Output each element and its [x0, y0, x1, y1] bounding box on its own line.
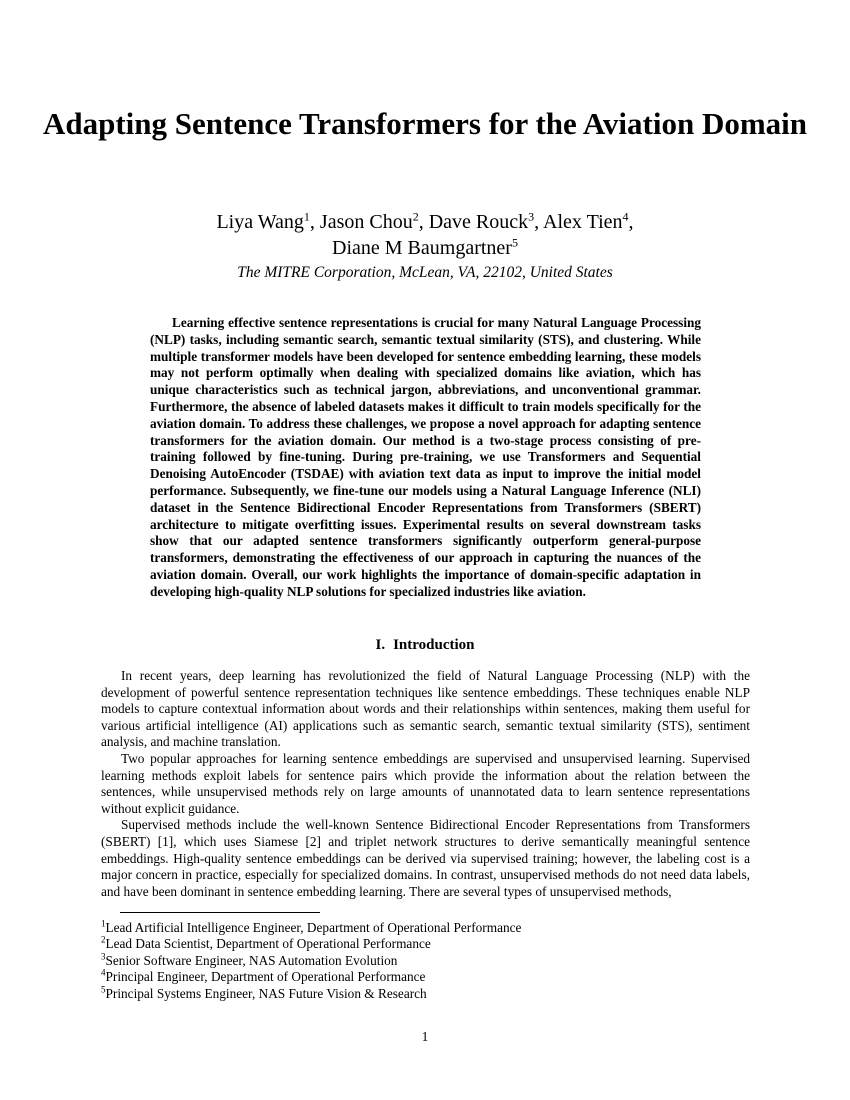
- footnotes: [101, 920, 750, 1002]
- author-separator: ,: [628, 211, 634, 233]
- footnote-text: Senior Software Engineer, NAS Automation Evolution: [105, 952, 398, 968]
- paper-title: Adapting Sentence Transformers for the Aviation Domain: [42, 106, 808, 141]
- author-line-2: [0, 235, 850, 261]
- paragraph: Supervised methods include the well-known Sentence Bidirectional Encoder Representations from Transformers (SBERT) [1], which uses Siamese [2] and triplet network structures to derive semantically meaningful sentence embeddings. High-quality sentence embeddings can be derived via supervised training; however, the labeling cost is a major concern in practice, especially for specialized domains. In contrast, unsupervised methods do not need data labels, and have been dominant in sentence embedding learning. There are several types of unsupervised methods,: [101, 817, 750, 899]
- author-list: [0, 209, 850, 261]
- footnote: [101, 936, 750, 952]
- footnote-mark: 2: [101, 934, 106, 945]
- author-name: Liya Wang: [216, 211, 304, 233]
- footnote-text: Principal Systems Engineer, NAS Future Vision & Research: [105, 985, 427, 1001]
- footnote: [101, 920, 750, 936]
- author-footnote-mark: 3: [528, 209, 535, 224]
- footnote-mark: 4: [101, 967, 106, 978]
- author-name: Dave Rouck: [428, 211, 529, 233]
- footnote-text: Lead Artificial Intelligence Engineer, Department of Operational Performance: [105, 920, 522, 935]
- section-title: Introduction: [393, 637, 475, 653]
- author-separator: ,: [534, 211, 544, 233]
- footnote-text: Principal Engineer, Department of Operational Performance: [105, 969, 426, 985]
- footnote-mark: 5: [101, 984, 106, 995]
- footnote-divider: [120, 912, 320, 913]
- footnote-mark: 1: [101, 918, 106, 929]
- author-footnote-mark: 4: [622, 209, 629, 224]
- footnote: [101, 969, 750, 985]
- author-separator: ,: [309, 211, 320, 233]
- author-footnote-mark: 1: [303, 209, 310, 224]
- author-name: Jason Chou: [319, 211, 413, 233]
- author-line-1: [0, 209, 850, 235]
- footnote: [101, 986, 750, 1002]
- footnote-text: Lead Data Scientist, Department of Operational Performance: [105, 936, 431, 952]
- author-separator: ,: [418, 211, 429, 233]
- page-number: 1: [421, 1029, 429, 1044]
- affiliation: The MITRE Corporation, McLean, VA, 22102, United States: [237, 264, 613, 281]
- paragraph: Two popular approaches for learning sentence embeddings are supervised and unsupervised learning. Supervised learning methods exploit labels for sentence pairs which provide the information about the relation between the sentences, while unsupervised methods rely on large amounts of unannotated data to learn sentence representations without explicit guidance.: [101, 750, 750, 816]
- author-footnote-mark: 5: [511, 235, 518, 250]
- paragraph: In recent years, deep learning has revolutionized the field of Natural Language Processing (NLP) with the development of powerful sentence representation techniques like sentence embeddings. These techniques enable NLP models to capture contextual information about words and their relationships within sentences, making them useful for various artificial intelligence (AI) applications such as semantic search, semantic textual similarity (STS), sentiment analysis, and machine translation.: [101, 668, 750, 750]
- abstract: Learning effective sentence representations is crucial for many Natural Language Processing (NLP) tasks, including semantic search, semantic textual similarity (STS), and clustering. While multiple transformer models have been developed for sentence embedding learning, these models may not perform optimally when dealing with specialized domains like aviation, which has unique characteristics such as technical jargon, abbreviations, and unconventional grammar. Furthermore, the absence of labeled datasets makes it difficult to train models specifically for the aviation domain. To address these challenges, we propose a novel approach for adapting sentence transformers for the aviation domain. Our method is a two-stage process consisting of pre-training followed by fine-tuning. During pre-training, we use Transformers and Sequential Denoising AutoEncoder (TSDAE) with aviation text data as input to improve the initial model performance. Subsequently, we fine-tune our models using a Natural Language Inference (NLI) dataset in the Sentence Bidirectional Encoder Representations from Transformers (SBERT) architecture to mitigate overfitting issues. Experimental results on several downstream tasks show that our adapted sentence transformers significantly outperform general-purpose transformers, demonstrating the effectiveness of our approach in capturing the nuances of the aviation domain. Overall, our work highlights the importance of domain-specific adaptation in developing high-quality NLP solutions for specialized industries like aviation.: [150, 315, 701, 599]
- section-number: I.: [375, 637, 386, 653]
- footnote: [101, 953, 750, 969]
- body-text: [101, 668, 750, 900]
- author-footnote-mark: 2: [412, 209, 419, 224]
- footnote-mark: 3: [101, 951, 106, 962]
- author-name: Alex Tien: [543, 211, 623, 233]
- author-name: Diane M Baumgartner: [332, 237, 512, 259]
- section-heading: [0, 636, 850, 654]
